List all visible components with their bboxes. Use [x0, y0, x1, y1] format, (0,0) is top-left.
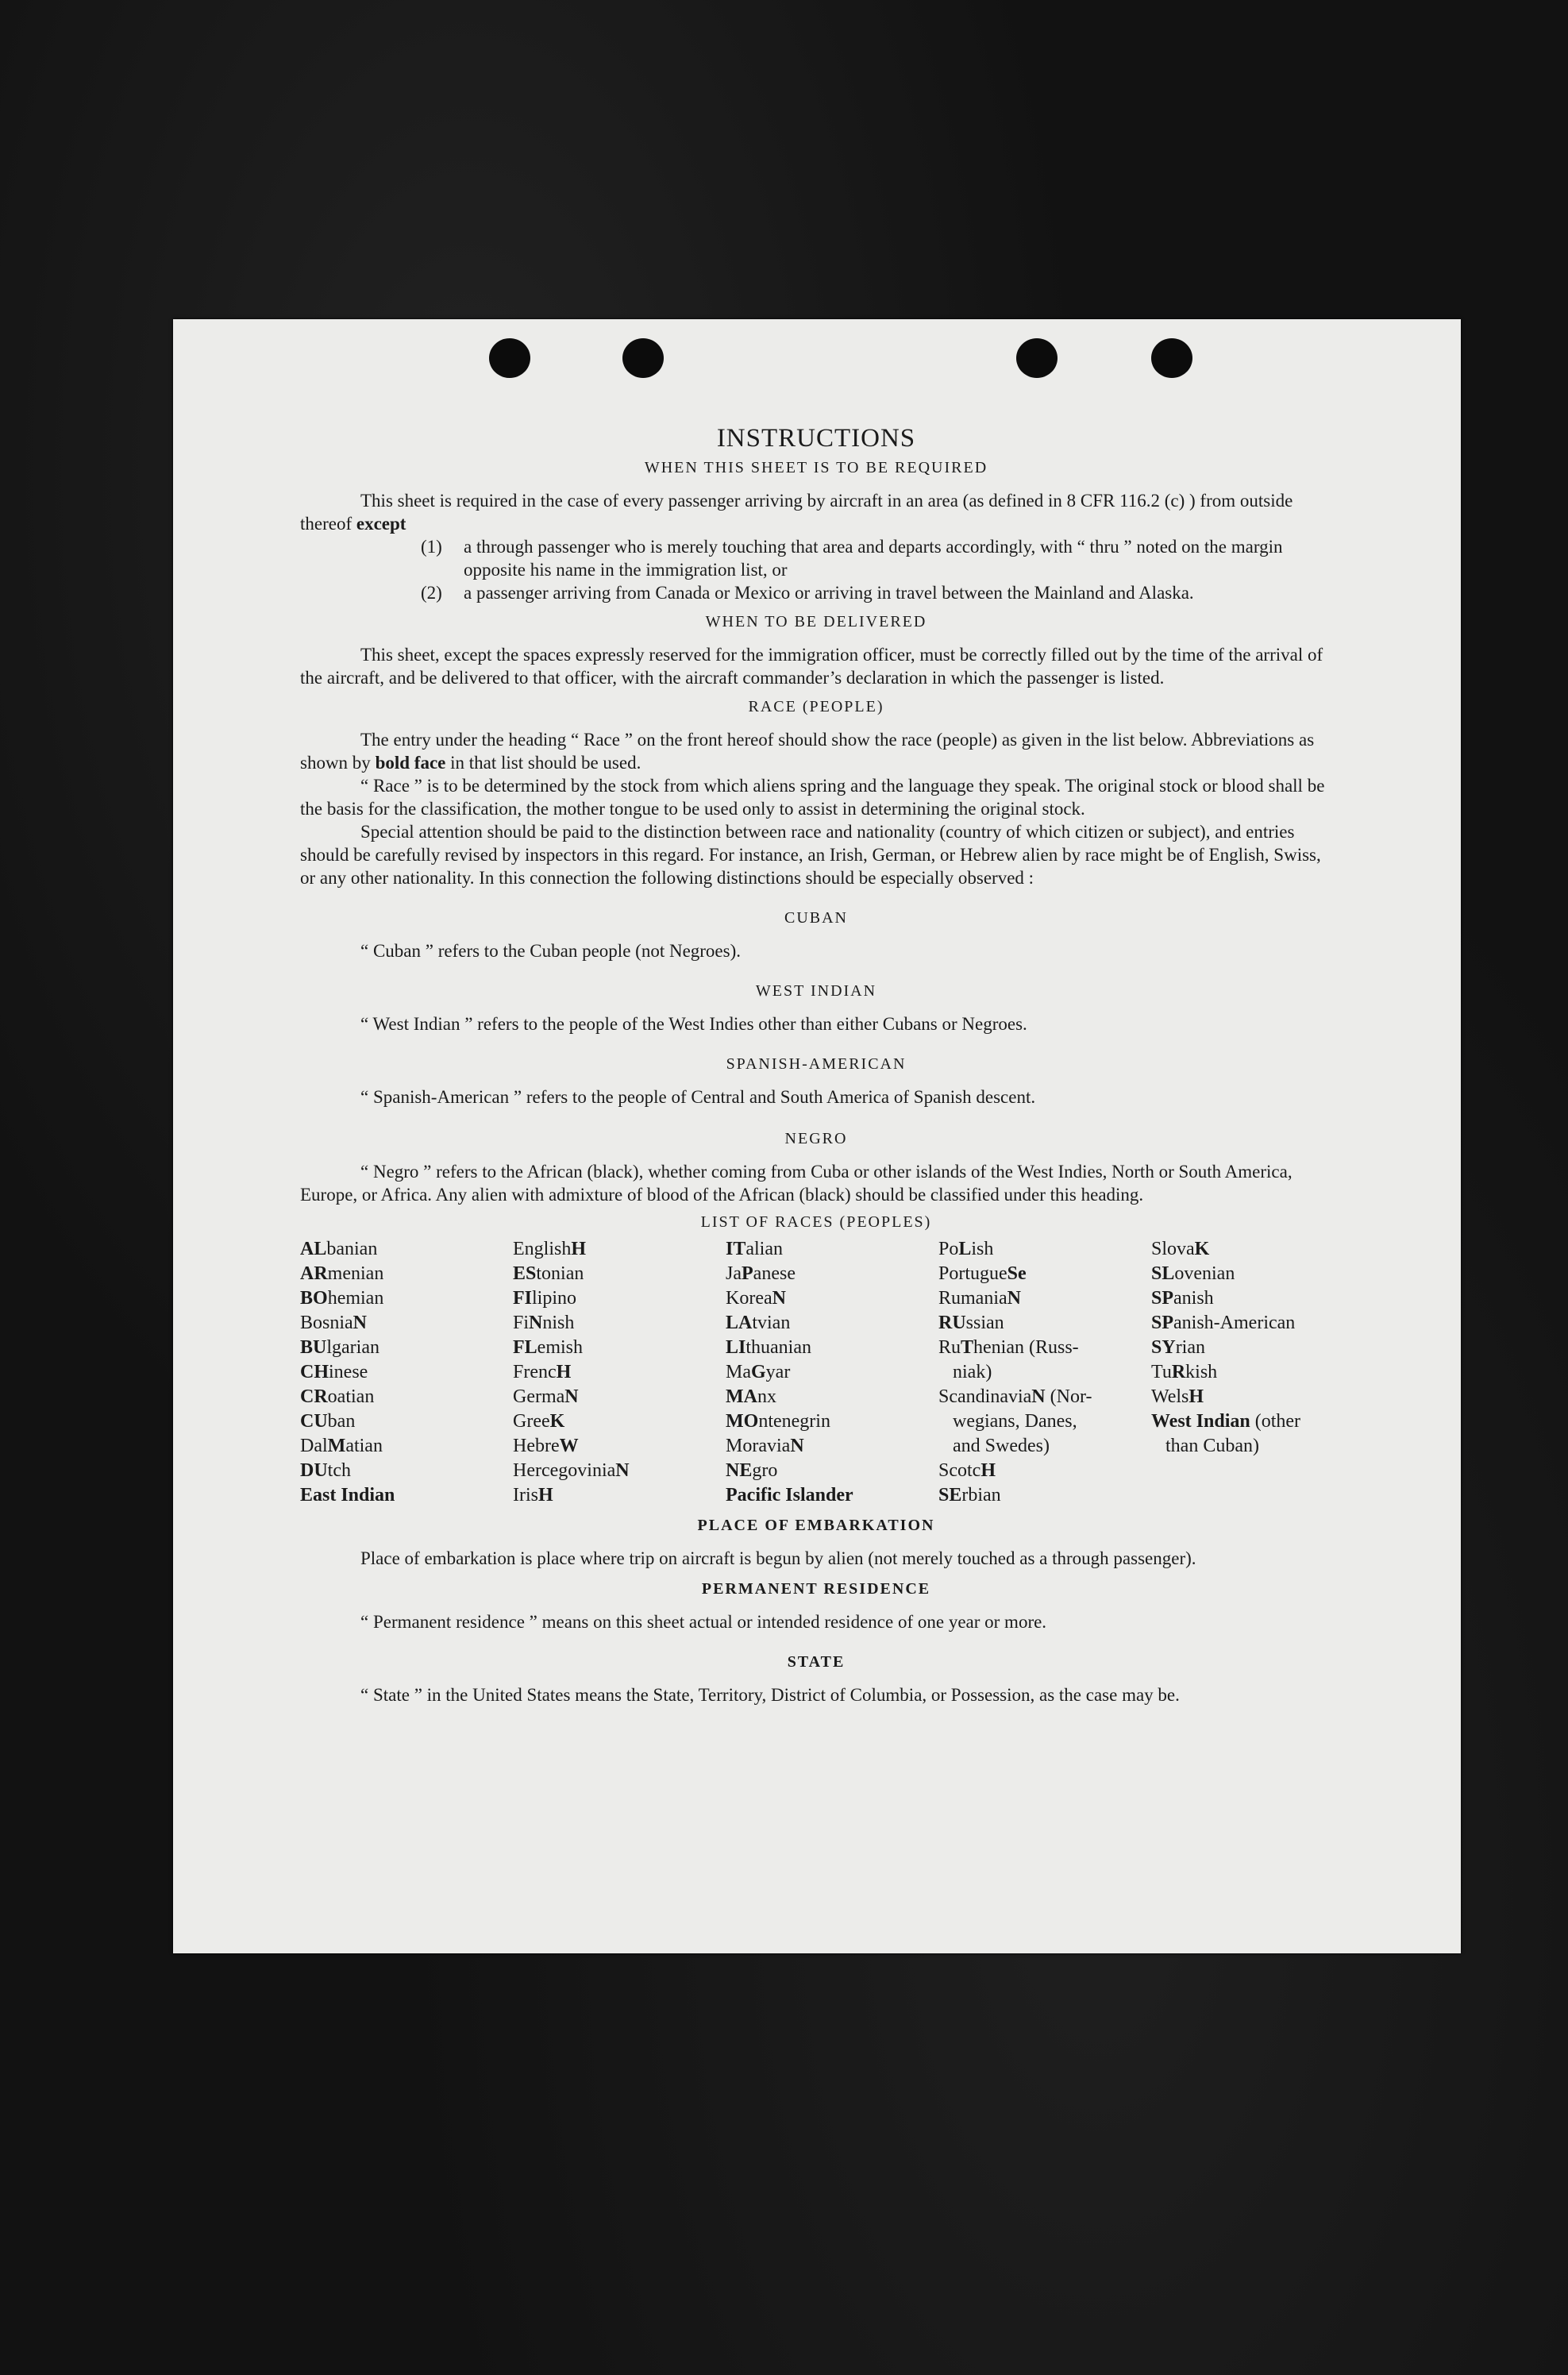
race-paragraph: “ Race ” is to be determined by the stock from which aliens spring and the language they speak. The original stock or blood shall be the basis for the classification, the mother tongue to be used only to assist in determining the original stock. — [300, 776, 1325, 819]
race-name-part: and Swedes) — [938, 1436, 1050, 1456]
race-name-part: Portugue — [938, 1263, 1007, 1284]
race-abbrev: G — [751, 1362, 766, 1382]
race-entry — [938, 1286, 1151, 1311]
race-entry — [938, 1409, 1151, 1434]
race-abbrev: Pacific Islander — [726, 1485, 853, 1506]
race-entry — [300, 1483, 513, 1508]
race-abbrev: West Indian — [1151, 1411, 1250, 1432]
race-abbrev: LI — [726, 1337, 746, 1358]
race-name-part: lipino — [532, 1288, 577, 1309]
spanish-american-text: “ Spanish-American ” refers to the people of Central and South America of Spanish descent. — [360, 1087, 1036, 1107]
race-abbrev: H — [556, 1362, 572, 1382]
race-abbrev: N — [615, 1460, 630, 1481]
race-abbrev: CR — [300, 1386, 328, 1407]
race-abbrev: T — [961, 1337, 974, 1358]
state-text: “ State ” in the United States means the State, Territory, District of Columbia, or Possession, as the case may be. — [360, 1685, 1180, 1705]
race-name-part: emish — [537, 1337, 583, 1358]
race-entry — [1151, 1237, 1332, 1262]
race-name-part: Germa — [513, 1386, 565, 1407]
page-title: INSTRUCTIONS — [716, 424, 916, 453]
race-abbrev: FI — [513, 1288, 532, 1309]
race-name-part: Moravia — [726, 1436, 791, 1456]
race-entry — [513, 1262, 726, 1286]
race-abbrev: SY — [1151, 1337, 1176, 1358]
race-paragraph — [300, 728, 1332, 774]
race-entry — [726, 1360, 938, 1385]
race-name-part: English — [513, 1239, 572, 1259]
race-abbrev: K — [1194, 1239, 1210, 1259]
race-abbrev: BU — [300, 1337, 327, 1358]
race-abbrev: CH — [300, 1362, 329, 1382]
item-text: a passenger arriving from Canada or Mexico or arriving in travel between the Mainland and Alaska. — [464, 583, 1194, 603]
section-heading: RACE (PEOPLE) — [748, 698, 884, 715]
section-heading: WHEN TO BE DELIVERED — [705, 613, 927, 630]
race-entry — [1151, 1409, 1332, 1434]
race-entry — [726, 1409, 938, 1434]
race-entry — [1151, 1311, 1332, 1336]
section-heading: LIST OF RACES (PEOPLES) — [700, 1213, 932, 1231]
race-name-part: kish — [1185, 1362, 1218, 1382]
race-entry — [938, 1483, 1151, 1508]
race-entry — [300, 1385, 513, 1409]
race-entry — [300, 1459, 513, 1483]
race-entry — [513, 1385, 726, 1409]
race-abbrev: IT — [726, 1239, 746, 1259]
list-item — [421, 581, 1332, 604]
race-name-part: atian — [345, 1436, 383, 1456]
race-name-part: wegians, Danes, — [938, 1411, 1077, 1432]
race-name-part: nx — [757, 1386, 776, 1407]
race-paragraph: Special attention should be paid to the distinction between race and nationality (country of which citizen or subject), and entries should be carefully revised by inspectors in this regard. For instance, an Irish, German, or Hebrew alien by race might be of English, Swiss, or any other nationality. In this connection the following distinctions should be especially observed : — [300, 822, 1321, 888]
sheet-content — [300, 424, 1332, 1706]
race-name-part: anese — [753, 1263, 796, 1284]
section-heading: STATE — [787, 1653, 846, 1671]
race-entry — [513, 1336, 726, 1360]
race-name-part: henian (Russ- — [973, 1337, 1079, 1358]
race-name-part: gro — [752, 1460, 778, 1481]
race-name-part: Fi — [513, 1313, 530, 1333]
race-name-part: banian — [326, 1239, 378, 1259]
race-abbrev: ES — [513, 1263, 537, 1284]
race-abbrev: FL — [513, 1337, 537, 1358]
race-entry — [1151, 1336, 1332, 1360]
punch-hole — [489, 338, 530, 378]
race-name-part: menian — [327, 1263, 384, 1284]
race-entry — [726, 1286, 938, 1311]
punch-hole — [1151, 338, 1192, 378]
race-name-part: ssian — [965, 1313, 1004, 1333]
race-entry — [938, 1385, 1151, 1409]
race-abbrev: Se — [1007, 1263, 1027, 1284]
race-name-part: (other — [1250, 1411, 1301, 1432]
race-p1-text: The entry under the heading “ Race ” on the front hereof should show the race (people) as given in the list below. Abbreviations as shown by — [300, 730, 1315, 773]
race-entry — [300, 1360, 513, 1385]
race-name-part: Rumania — [938, 1288, 1007, 1309]
race-name-part: ish — [971, 1239, 994, 1259]
race-abbrev: CU — [300, 1411, 328, 1432]
race-name-part: Slova — [1151, 1239, 1195, 1259]
races-column — [1151, 1237, 1332, 1508]
race-abbrev: R — [1171, 1362, 1186, 1382]
race-name-part: Ja — [726, 1263, 742, 1284]
item-number: (2) — [421, 583, 442, 603]
race-entry — [513, 1409, 726, 1434]
race-entry — [726, 1483, 938, 1508]
race-entry — [300, 1434, 513, 1459]
races-column — [300, 1237, 513, 1508]
race-entry — [513, 1434, 726, 1459]
race-entry — [726, 1262, 938, 1286]
race-abbrev: N — [564, 1386, 579, 1407]
section-heading: CUBAN — [784, 909, 848, 927]
race-entry — [513, 1459, 726, 1483]
race-entry — [938, 1360, 1151, 1385]
race-name-part: Dal — [300, 1436, 328, 1456]
race-name-part: Iris — [513, 1485, 538, 1506]
negro-text: “ Negro ” refers to the African (black), whether coming from Cuba or other islands of the West Indies, North or South America, Europe, or Africa. Any alien with admixture of blood of the African (black) should be classified under this heading. — [300, 1162, 1293, 1205]
race-name-part: inese — [329, 1362, 368, 1382]
race-name-part: tonian — [536, 1263, 584, 1284]
race-name-part: Hercegovinia — [513, 1460, 616, 1481]
race-entry — [726, 1237, 938, 1262]
race-entry — [1151, 1434, 1332, 1459]
list-item — [421, 535, 1332, 581]
race-name-part: hemian — [327, 1288, 384, 1309]
race-entry — [300, 1336, 513, 1360]
race-entry — [300, 1286, 513, 1311]
race-abbrev: P — [742, 1263, 753, 1284]
race-abbrev: H — [980, 1460, 996, 1481]
race-p1-text-end: in that list should be used. — [450, 753, 641, 773]
race-abbrev: SP — [1151, 1288, 1174, 1309]
races-column — [513, 1237, 726, 1508]
race-entry — [1151, 1385, 1332, 1409]
section-heading: PLACE OF EMBARKATION — [697, 1517, 935, 1534]
section-heading: WEST INDIAN — [755, 982, 877, 1000]
race-entry — [938, 1336, 1151, 1360]
race-entry — [513, 1311, 726, 1336]
race-entry — [938, 1311, 1151, 1336]
race-entry — [300, 1262, 513, 1286]
race-abbrev: M — [327, 1436, 346, 1456]
race-entry — [1151, 1286, 1332, 1311]
race-abbrev: N — [353, 1313, 368, 1333]
race-abbrev: H — [538, 1485, 553, 1506]
race-entry — [726, 1311, 938, 1336]
race-name-part: ovenian — [1174, 1263, 1235, 1284]
delivered-text: This sheet, except the spaces expressly reserved for the immigration officer, must be correctly filled out by the time of the arrival of the aircraft, and be delivered to that officer, with the aircraft commander’s declaration in which the passenger is listed. — [300, 645, 1323, 688]
races-table — [300, 1237, 1332, 1508]
race-abbrev: SP — [1151, 1313, 1174, 1333]
race-name-part: oatian — [327, 1386, 375, 1407]
race-name-part: thuanian — [745, 1337, 811, 1358]
race-abbrev: DU — [300, 1460, 328, 1481]
race-p1-bold: bold face — [375, 753, 446, 773]
race-name-part: Frenc — [513, 1362, 557, 1382]
race-name-part: than Cuban) — [1151, 1436, 1259, 1456]
race-abbrev: NE — [726, 1460, 753, 1481]
race-abbrev: LA — [726, 1313, 753, 1333]
race-name-part: anish-American — [1173, 1313, 1296, 1333]
race-name-part: tvian — [752, 1313, 791, 1333]
race-name-part: niak) — [938, 1362, 992, 1382]
race-abbrev: AL — [300, 1239, 327, 1259]
race-abbrev: MO — [726, 1411, 759, 1432]
race-entry — [513, 1360, 726, 1385]
embarkation-text: Place of embarkation is place where trip on aircraft is begun by alien (not merely touched as a through passenger). — [360, 1548, 1196, 1568]
race-entry — [726, 1459, 938, 1483]
race-name-part: (Nor- — [1045, 1386, 1092, 1407]
required-intro-text: This sheet is required in the case of every passenger arriving by aircraft in an area (as defined in 8 CFR 116.2 (c) ) from outside thereof — [300, 491, 1293, 534]
race-entry — [938, 1262, 1151, 1286]
race-entry — [726, 1336, 938, 1360]
races-column — [726, 1237, 938, 1508]
race-abbrev: MA — [726, 1386, 757, 1407]
instruction-sheet — [173, 319, 1461, 1953]
race-name-part: Gree — [513, 1411, 550, 1432]
race-name-part: nish — [542, 1313, 575, 1333]
required-intro — [300, 489, 1332, 535]
race-name-part: Scandinavia — [938, 1386, 1032, 1407]
section-heading: SPANISH-AMERICAN — [726, 1055, 907, 1073]
races-column — [938, 1237, 1151, 1508]
race-name-part: Bosnia — [300, 1313, 353, 1333]
punch-hole — [622, 338, 664, 378]
race-name-part: Ru — [938, 1337, 961, 1358]
race-name-part: Korea — [726, 1288, 772, 1309]
race-name-part: Ma — [726, 1362, 751, 1382]
race-name-part: Hebre — [513, 1436, 560, 1456]
race-abbrev: N — [529, 1313, 543, 1333]
section-heading: WHEN THIS SHEET IS TO BE REQUIRED — [644, 459, 988, 476]
race-abbrev: BO — [300, 1288, 328, 1309]
punch-hole — [1016, 338, 1058, 378]
race-name-part: Wels — [1151, 1386, 1189, 1407]
race-abbrev: N — [790, 1436, 804, 1456]
race-name-part: Tu — [1151, 1362, 1172, 1382]
race-abbrev: W — [559, 1436, 579, 1456]
race-entry — [300, 1237, 513, 1262]
race-name-part: alian — [745, 1239, 783, 1259]
section-heading: NEGRO — [784, 1130, 848, 1147]
race-entry — [513, 1237, 726, 1262]
race-abbrev: SE — [938, 1485, 962, 1506]
race-entry — [726, 1385, 938, 1409]
race-entry — [513, 1286, 726, 1311]
race-name-part: Scotc — [938, 1460, 981, 1481]
race-entry — [938, 1459, 1151, 1483]
race-name-part: ban — [327, 1411, 356, 1432]
race-entry — [513, 1483, 726, 1508]
race-name-part: Po — [938, 1239, 959, 1259]
race-abbrev: East Indian — [300, 1485, 395, 1506]
race-entry — [300, 1409, 513, 1434]
race-name-part: lgarian — [326, 1337, 379, 1358]
race-abbrev: AR — [300, 1263, 328, 1284]
race-name-part: rbian — [961, 1485, 1001, 1506]
race-entry — [300, 1311, 513, 1336]
west-indian-text: “ West Indian ” refers to the people of the West Indies other than either Cubans or Negroes. — [360, 1014, 1027, 1034]
item-number: (1) — [421, 537, 442, 557]
race-name-part: rian — [1175, 1337, 1205, 1358]
race-entry — [938, 1237, 1151, 1262]
item-text: a through passenger who is merely touching that area and departs accordingly, with “ thru ” noted on the margin opposite his name in the immigration list, or — [464, 537, 1283, 580]
required-intro-bold: except — [356, 514, 406, 534]
race-name-part: anish — [1173, 1288, 1214, 1309]
race-entry — [1151, 1360, 1332, 1385]
race-entry — [1151, 1262, 1332, 1286]
cuban-text: “ Cuban ” refers to the Cuban people (not Negroes). — [360, 941, 742, 961]
residence-text: “ Permanent residence ” means on this sheet actual or intended residence of one year or more. — [360, 1612, 1047, 1632]
race-abbrev: SL — [1151, 1263, 1175, 1284]
race-abbrev: H — [1189, 1386, 1204, 1407]
race-abbrev: N — [1031, 1386, 1046, 1407]
race-name-part: ntenegrin — [758, 1411, 830, 1432]
race-abbrev: N — [772, 1288, 786, 1309]
race-abbrev: H — [571, 1239, 587, 1259]
section-heading: PERMANENT RESIDENCE — [701, 1580, 931, 1598]
race-abbrev: N — [1007, 1288, 1021, 1309]
race-entry — [938, 1434, 1151, 1459]
race-abbrev: RU — [938, 1313, 966, 1333]
race-abbrev: L — [958, 1239, 972, 1259]
race-name-part: yar — [765, 1362, 791, 1382]
race-abbrev: K — [549, 1411, 565, 1432]
race-name-part: tch — [327, 1460, 351, 1481]
race-entry — [726, 1434, 938, 1459]
